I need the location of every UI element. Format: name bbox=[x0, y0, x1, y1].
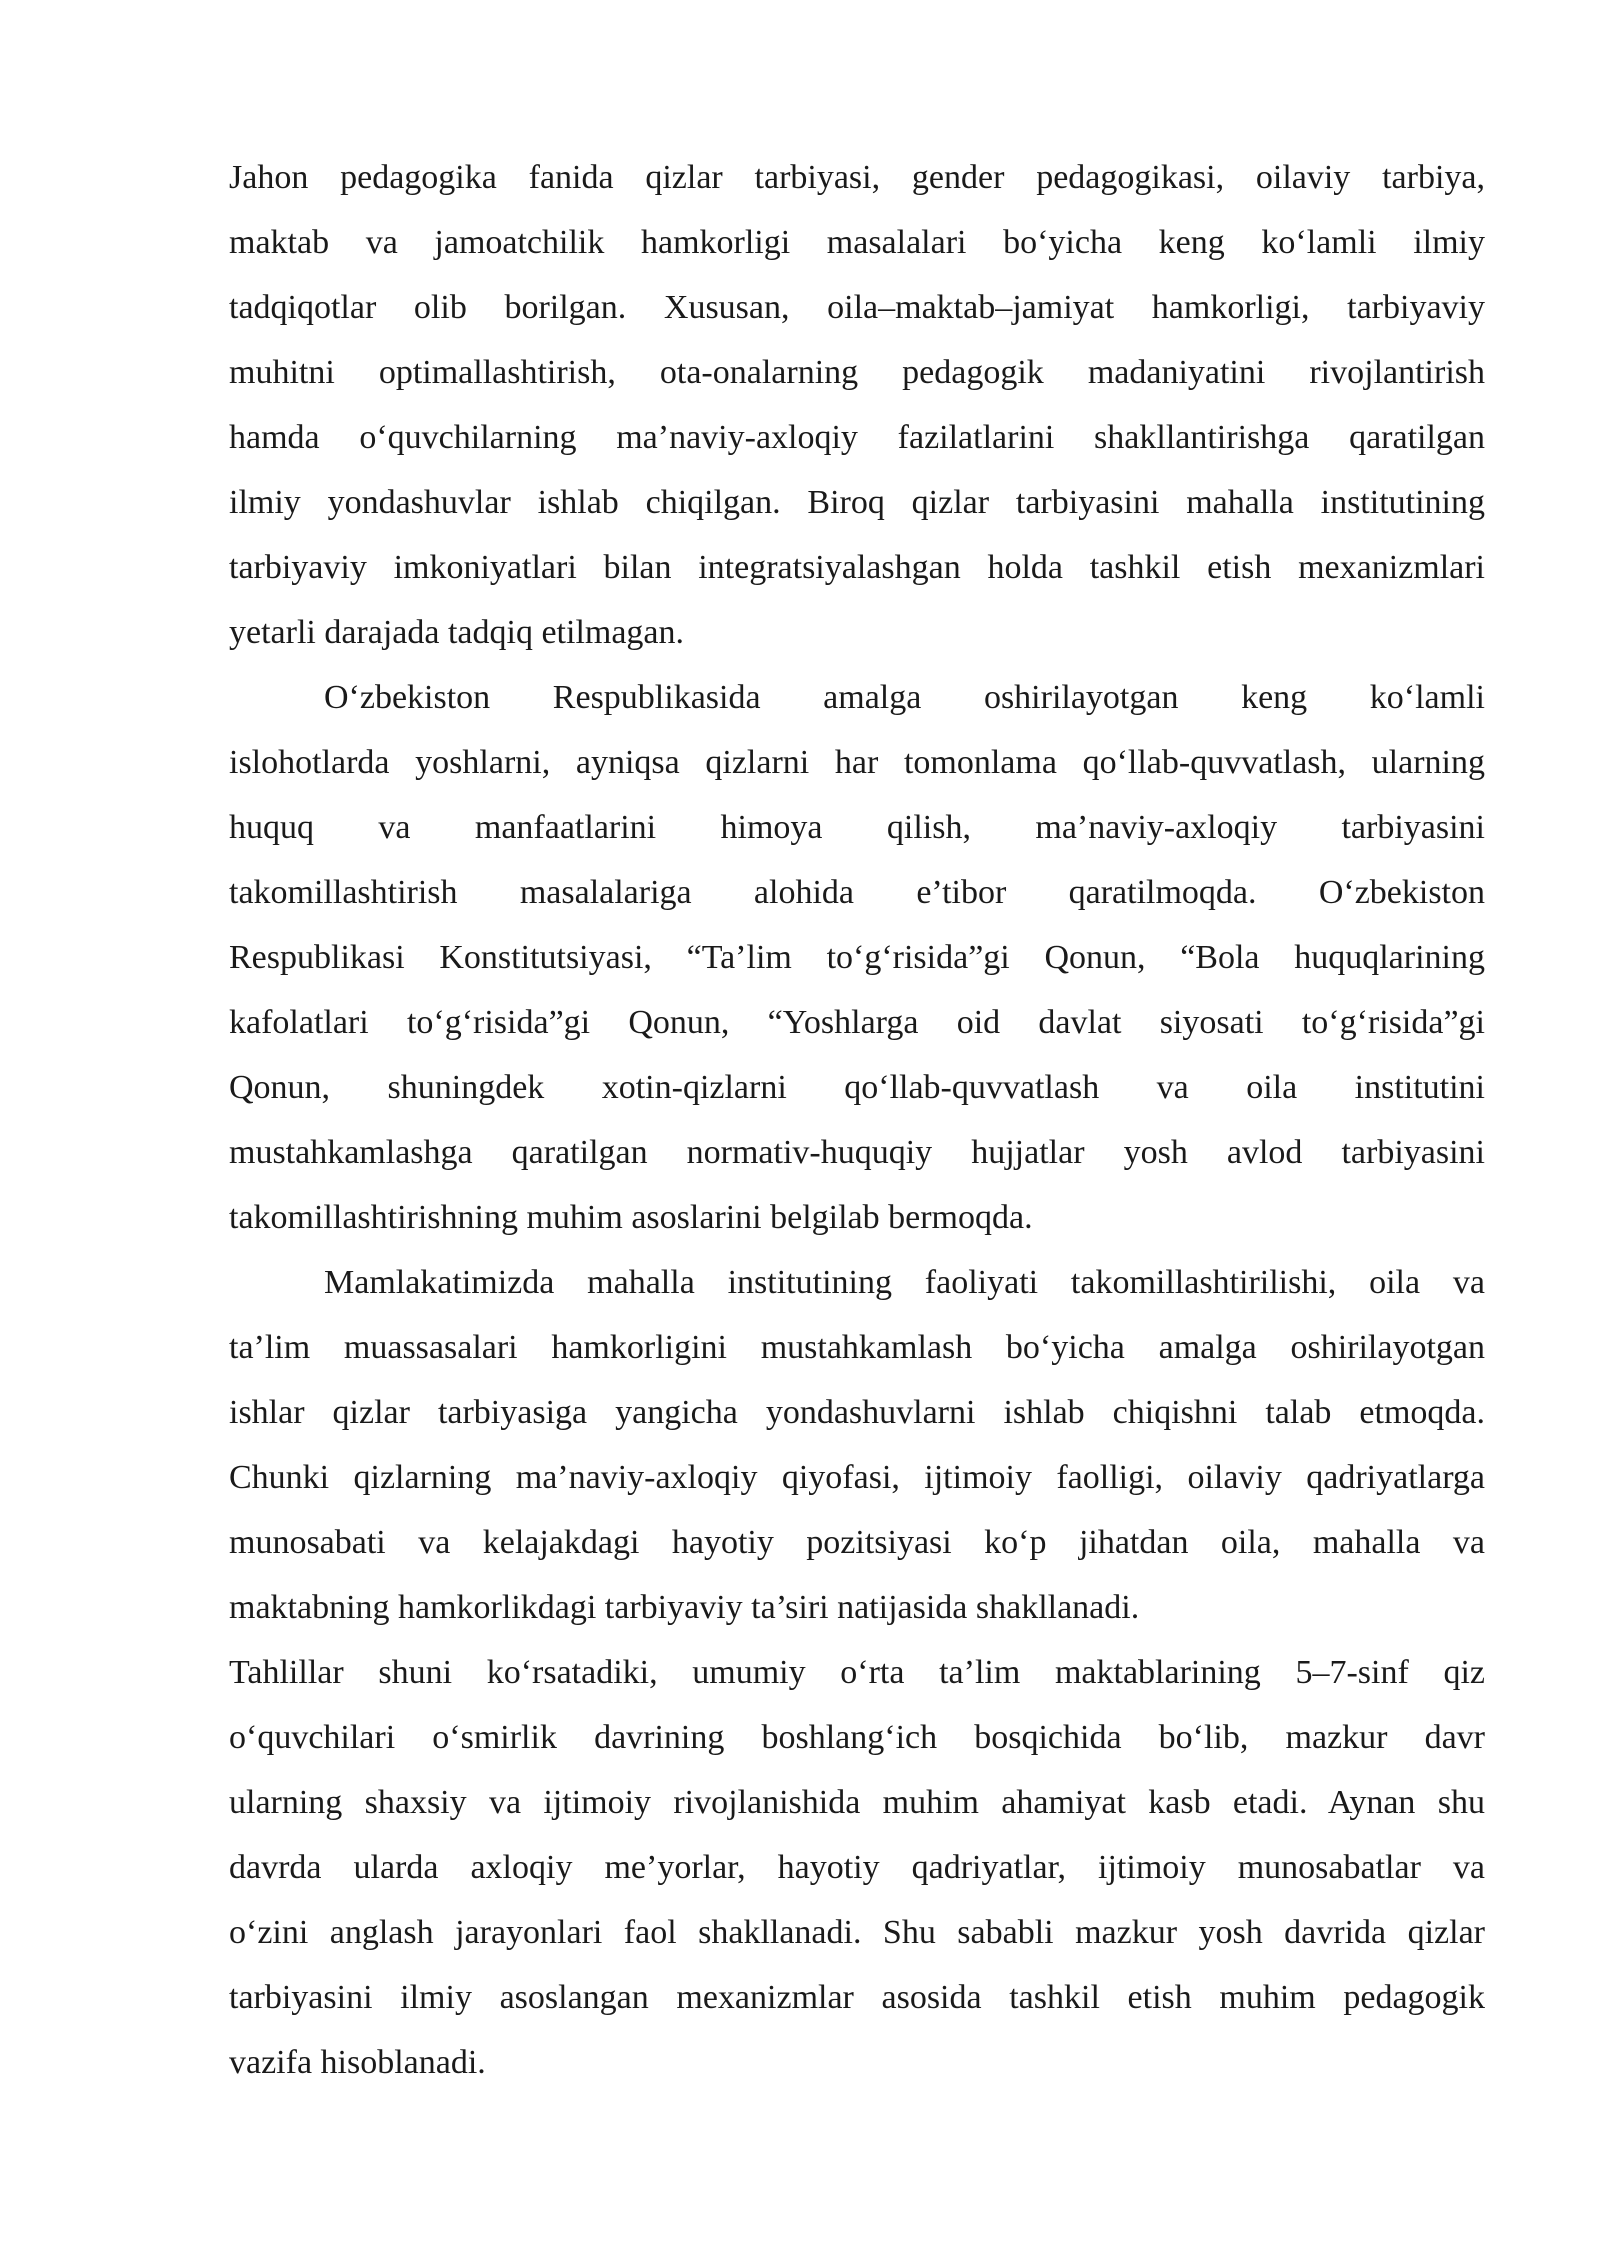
paragraph-2 bbox=[229, 665, 1485, 1250]
text-line: Chunki qizlarning ma’naviy-axloqiy qiyofasi, ijtimoiy faolligi, oilaviy qadriyatlarga bbox=[229, 1459, 1485, 1496]
text-line: Tahlillar shuni ko‘rsatadiki, umumiy o‘rta ta’lim maktablarining 5–7-sinf qiz bbox=[229, 1654, 1485, 1691]
text-line: ta’lim muassasalari hamkorligini mustahkamlash bo‘yicha amalga oshirilayotgan bbox=[229, 1329, 1485, 1366]
text-line: ularning shaxsiy va ijtimoiy rivojlanishida muhim ahamiyat kasb etadi. Aynan shu bbox=[229, 1784, 1485, 1821]
text-line: tarbiyaviy imkoniyatlari bilan integratsiyalashgan holda tashkil etish mexanizmlari bbox=[229, 549, 1485, 586]
text-line: davrda ularda axloqiy me’yorlar, hayotiy qadriyatlar, ijtimoiy munosabatlar va bbox=[229, 1849, 1485, 1886]
text-line: vazifa hisoblanadi. bbox=[229, 2044, 486, 2081]
paragraph-4 bbox=[229, 1640, 1485, 2095]
text-line: maktab va jamoatchilik hamkorligi masalalari bo‘yicha keng ko‘lamli ilmiy bbox=[229, 224, 1485, 261]
text-line: Qonun, shuningdek xotin-qizlarni qo‘llab-quvvatlash va oila institutini bbox=[229, 1069, 1485, 1106]
document-body bbox=[229, 145, 1485, 2095]
text-line: ilmiy yondashuvlar ishlab chiqilgan. Biroq qizlar tarbiyasini mahalla institutining bbox=[229, 484, 1485, 521]
text-line: Respublikasi Konstitutsiyasi, “Ta’lim to‘g‘risida”gi Qonun, “Bola huquqlarining bbox=[229, 939, 1485, 976]
text-line: takomillashtirish masalalariga alohida e’tibor qaratilmoqda. O‘zbekiston bbox=[229, 874, 1485, 911]
text-line: tadqiqotlar olib borilgan. Xususan, oila–maktab–jamiyat hamkorligi, tarbiyaviy bbox=[229, 289, 1485, 326]
text-line: o‘zini anglash jarayonlari faol shakllanadi. Shu sababli mazkur yosh davrida qizlar bbox=[229, 1914, 1485, 1951]
text-line: muhitni optimallashtirish, ota-onalarning pedagogik madaniyatini rivojlantirish bbox=[229, 354, 1485, 391]
text-line: takomillashtirishning muhim asoslarini belgilab bermoqda. bbox=[229, 1199, 1033, 1236]
text-line: islohotlarda yoshlarni, ayniqsa qizlarni har tomonlama qo‘llab-quvvatlash, ularning bbox=[229, 744, 1485, 781]
text-line: yetarli darajada tadqiq etilmagan. bbox=[229, 614, 685, 651]
text-line: O‘zbekiston Respublikasida amalga oshirilayotgan keng ko‘lamli bbox=[324, 679, 1485, 716]
text-line: hamda o‘quvchilarning ma’naviy-axloqiy fazilatlarini shakllantirishga qaratilgan bbox=[229, 419, 1485, 456]
text-line: o‘quvchilari o‘smirlik davrining boshlang‘ich bosqichida bo‘lib, mazkur davr bbox=[229, 1719, 1485, 1756]
text-line: Jahon pedagogika fanida qizlar tarbiyasi, gender pedagogikasi, oilaviy tarbiya, bbox=[229, 159, 1485, 196]
paragraph-1 bbox=[229, 145, 1485, 665]
text-line: huquq va manfaatlarini himoya qilish, ma’naviy-axloqiy tarbiyasini bbox=[229, 809, 1485, 846]
text-line: ishlar qizlar tarbiyasiga yangicha yondashuvlarni ishlab chiqishni talab etmoqda. bbox=[229, 1394, 1485, 1431]
text-line: tarbiyasini ilmiy asoslangan mexanizmlar asosida tashkil etish muhim pedagogik bbox=[229, 1979, 1485, 2016]
text-line: mustahkamlashga qaratilgan normativ-huquqiy hujjatlar yosh avlod tarbiyasini bbox=[229, 1134, 1485, 1171]
paragraph-3 bbox=[229, 1250, 1485, 1640]
text-line: maktabning hamkorlikdagi tarbiyaviy ta’siri natijasida shakllanadi. bbox=[229, 1589, 1140, 1626]
text-line: kafolatlari to‘g‘risida”gi Qonun, “Yoshlarga oid davlat siyosati to‘g‘risida”gi bbox=[229, 1004, 1485, 1041]
text-line: Mamlakatimizda mahalla institutining faoliyati takomillashtirilishi, oila va bbox=[324, 1264, 1485, 1301]
text-line: munosabati va kelajakdagi hayotiy pozitsiyasi ko‘p jihatdan oila, mahalla va bbox=[229, 1524, 1485, 1561]
